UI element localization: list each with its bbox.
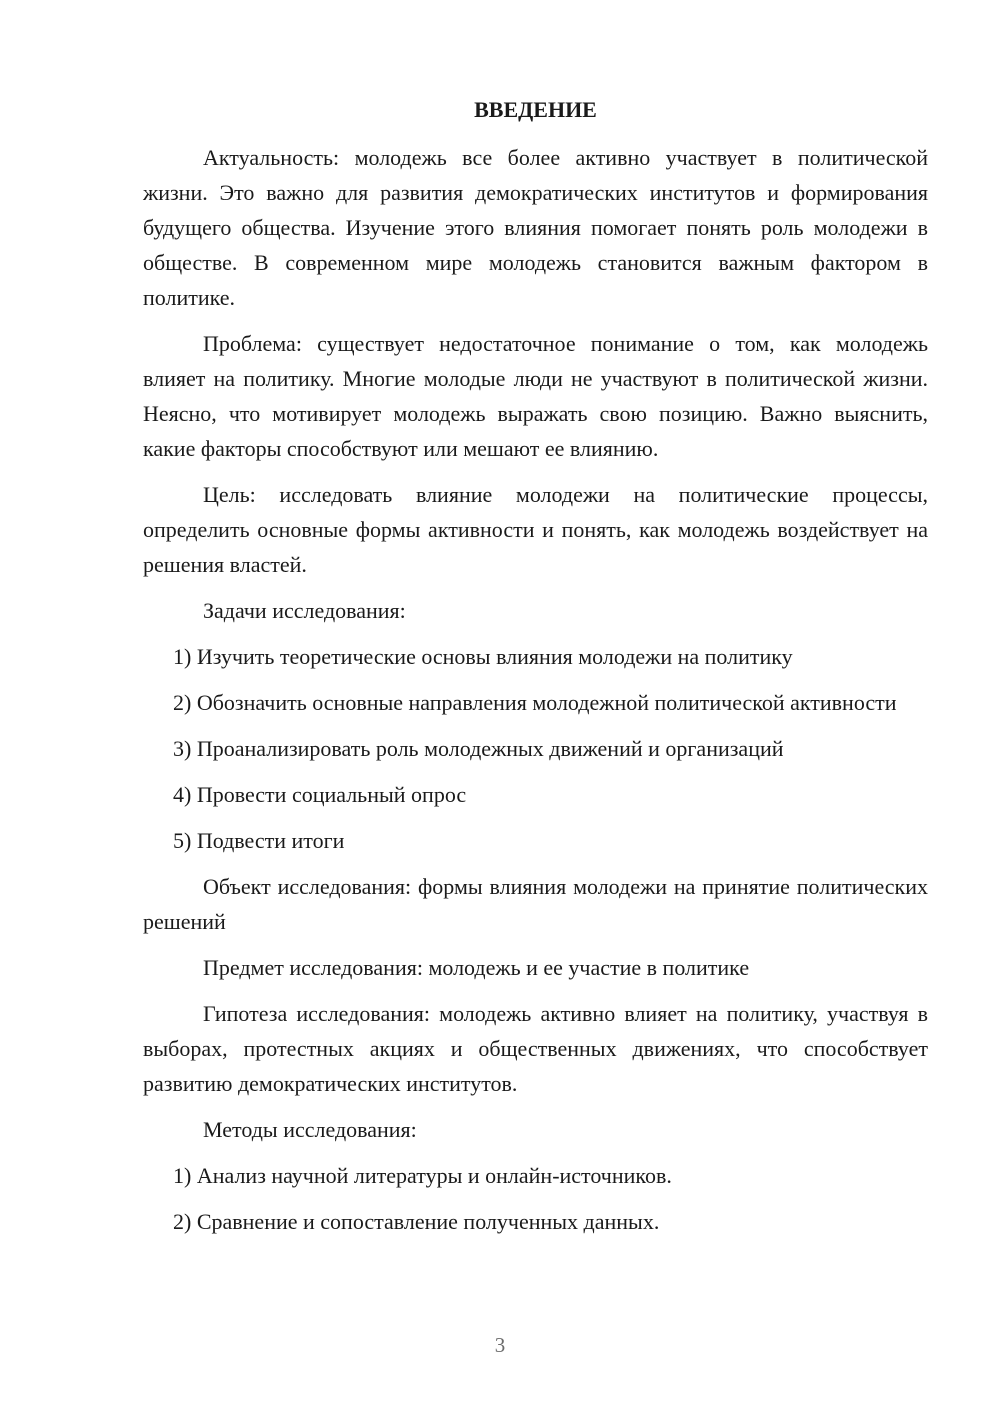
task-item-3: 3) Проанализировать роль молодежных движений и организаций — [173, 736, 784, 761]
object-paragraph: Объект исследования: формы влияния молодежи на принятие политических решений — [143, 874, 928, 934]
method-item-2: 2) Сравнение и сопоставление полученных данных. — [173, 1209, 660, 1234]
task-item-4: 4) Провести социальный опрос — [173, 782, 467, 807]
method-item-1: 1) Анализ научной литературы и онлайн-источников. — [173, 1163, 672, 1188]
goal-paragraph: Цель: исследовать влияние молодежи на политические процессы, определить основные формы активности и понять, как молодежь воздействует на решения властей. — [143, 482, 928, 577]
page-number: 3 — [494, 1333, 506, 1357]
task-item-2: 2) Обозначить основные направления молодежной политической активности — [173, 690, 897, 715]
subject-paragraph: Предмет исследования: молодежь и ее участие в политике — [203, 955, 750, 980]
problem-paragraph: Проблема: существует недостаточное понимание о том, как молодежь влияет на политику. Многие молодые люди не участвуют в политической жизни. Неясно, что мотивирует молодежь выражать свою позицию. Важно выяснить, какие факторы способствуют или мешают ее влиянию. — [143, 331, 928, 461]
hypothesis-paragraph: Гипотеза исследования: молодежь активно влияет на политику, участвуя в выборах, протестных акциях и общественных движениях, что способствует развитию демократических институтов. — [143, 1001, 928, 1096]
task-item-5: 5) Подвести итоги — [173, 828, 345, 853]
relevance-paragraph: Актуальность: молодежь все более активно участвует в политической жизни. Это важно для развития демократических институтов и формирования будущего общества. Изучение этого влияния помогает понять роль молодежи в обществе. В современном мире молодежь становится важным фактором в политике. — [143, 145, 928, 310]
document-page — [143, 92, 928, 1250]
task-item-1: 1) Изучить теоретические основы влияния молодежи на политику — [173, 644, 793, 669]
methods-heading: Методы исследования: — [203, 1117, 417, 1142]
page-title: ВВЕДЕНИЕ — [474, 97, 597, 122]
tasks-heading: Задачи исследования: — [203, 598, 406, 623]
